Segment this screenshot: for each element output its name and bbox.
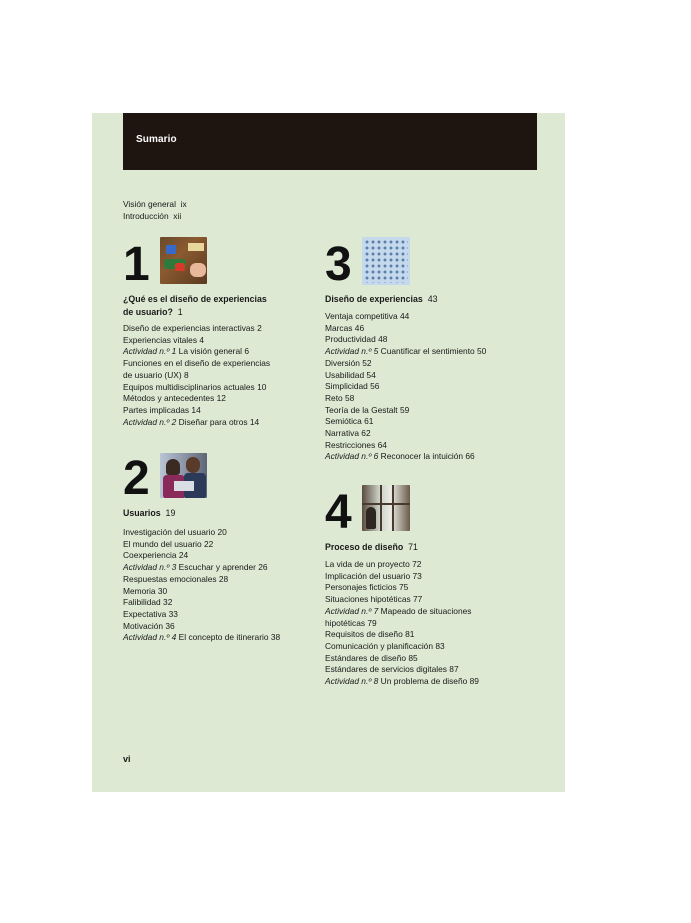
- chapter-1: [123, 237, 303, 432]
- toc-entry[interactable]: Experiencias vitales 4: [123, 334, 204, 345]
- toc-entry[interactable]: Falibilidad 32: [123, 597, 173, 608]
- toc-entry[interactable]: Semiótica 61: [325, 416, 374, 427]
- chapter-number: 3: [325, 238, 351, 291]
- toc-entry[interactable]: Situaciones hipotéticas 77: [325, 594, 423, 605]
- toc-entry-activity[interactable]: Actividad n.º 2 Diseñar para otros 14: [123, 416, 260, 427]
- chapter-entries: [123, 527, 280, 644]
- toc-entry-activity[interactable]: Actividad n.º 1 La visión general 6: [123, 346, 249, 357]
- toc-entry[interactable]: Memoria 30: [123, 585, 168, 596]
- toc-entry[interactable]: Narrativa 62: [325, 428, 371, 439]
- intro-list: [123, 198, 187, 222]
- toc-entry[interactable]: La vida de un proyecto 72: [325, 559, 422, 569]
- toc-entry-activity[interactable]: Actividad n.º 6 Reconocer la intuición 66: [325, 451, 475, 462]
- chapter-number: 1: [123, 238, 149, 291]
- toc-entry[interactable]: Restricciones 64: [325, 439, 387, 450]
- chapter-title[interactable]: Proceso de diseño 71: [325, 542, 418, 552]
- chapter-number: 2: [123, 452, 149, 505]
- toc-entry[interactable]: Funciones en el diseño de experiencias: [123, 358, 271, 369]
- toc-entry[interactable]: Simplicidad 56: [325, 381, 380, 392]
- toc-entry[interactable]: Ventaja competitiva 44: [325, 311, 410, 321]
- toc-entry[interactable]: Coexperiencia 24: [123, 550, 189, 561]
- toc-entry[interactable]: Estándares de diseño 85: [325, 652, 418, 663]
- toc-entry[interactable]: Diseño de experiencias interactivas 2: [123, 323, 262, 333]
- chapter-entries: [325, 559, 479, 688]
- toc-entry-activity[interactable]: Actividad n.º 8 Un problema de diseño 89: [325, 676, 479, 687]
- toc-entry-activity[interactable]: Actividad n.º 7 Mapeado de situaciones: [325, 605, 472, 616]
- toc-entry[interactable]: El mundo del usuario 22: [123, 538, 214, 549]
- icon-grid-photo: [362, 237, 410, 285]
- toc-entry-activity[interactable]: Actividad n.º 5 Cuantificar el sentimiento 50: [325, 346, 487, 357]
- header-bar: [123, 113, 537, 170]
- toc-entry[interactable]: Partes implicadas 14: [123, 404, 201, 415]
- office-window-photo: [362, 485, 410, 531]
- toc-entry[interactable]: Implicación del usuario 73: [325, 570, 422, 581]
- page-number: vi: [123, 754, 131, 764]
- chapter-entries: [325, 311, 486, 463]
- board-game-photo: [160, 237, 207, 284]
- toc-entry[interactable]: Marcas 46: [325, 322, 365, 333]
- toc-entry[interactable]: Expectativa 33: [123, 608, 178, 619]
- chapter-number: 4: [325, 486, 351, 539]
- toc-entry[interactable]: Investigación del usuario 20: [123, 527, 227, 537]
- intro-item-introduction[interactable]: Introducción xii: [123, 211, 182, 221]
- people-laptop-photo: [160, 453, 207, 498]
- intro-item-overview[interactable]: Visión general ix: [123, 199, 187, 209]
- toc-entry[interactable]: Usabilidad 54: [325, 369, 376, 380]
- toc-entry[interactable]: Equipos multidisciplinarios actuales 10: [123, 381, 267, 392]
- page-title: Sumario: [136, 134, 177, 145]
- toc-entry[interactable]: hipotéticas 79: [325, 617, 377, 628]
- toc-entry[interactable]: de usuario (UX) 8: [123, 369, 189, 380]
- chapter-title[interactable]: Diseño de experiencias 43: [325, 294, 438, 304]
- toc-entry[interactable]: Productividad 48: [325, 334, 388, 345]
- toc-entry[interactable]: Reto 58: [325, 392, 355, 403]
- toc-entry[interactable]: Respuestas emocionales 28: [123, 573, 229, 584]
- toc-entry[interactable]: Métodos y antecedentes 12: [123, 393, 226, 404]
- toc-entry[interactable]: Comunicación y planificación 83: [325, 640, 445, 651]
- toc-entry-activity[interactable]: Actividad n.º 3 Escuchar y aprender 26: [123, 562, 268, 573]
- toc-entry[interactable]: Estándares de servicios digitales 87: [325, 664, 459, 675]
- chapter-title[interactable]: ¿Qué es el diseño de experiencias de usuario? 1: [123, 294, 267, 317]
- toc-page: [92, 113, 565, 792]
- toc-entry[interactable]: Personajes ficticios 75: [325, 582, 409, 593]
- toc-entry[interactable]: Motivación 36: [123, 620, 175, 631]
- chapter-title[interactable]: Usuarios 19: [123, 508, 176, 518]
- toc-entry[interactable]: Diversión 52: [325, 357, 372, 368]
- chapter-4: [325, 485, 535, 695]
- chapter-3: [325, 237, 525, 467]
- toc-entry[interactable]: Teoría de la Gestalt 59: [325, 404, 410, 415]
- chapter-2: [123, 453, 313, 648]
- toc-entry[interactable]: Requisitos de diseño 81: [325, 629, 415, 640]
- toc-entry-activity[interactable]: Actividad n.º 4 El concepto de itinerario 38: [123, 632, 281, 643]
- chapter-entries: [123, 323, 270, 428]
